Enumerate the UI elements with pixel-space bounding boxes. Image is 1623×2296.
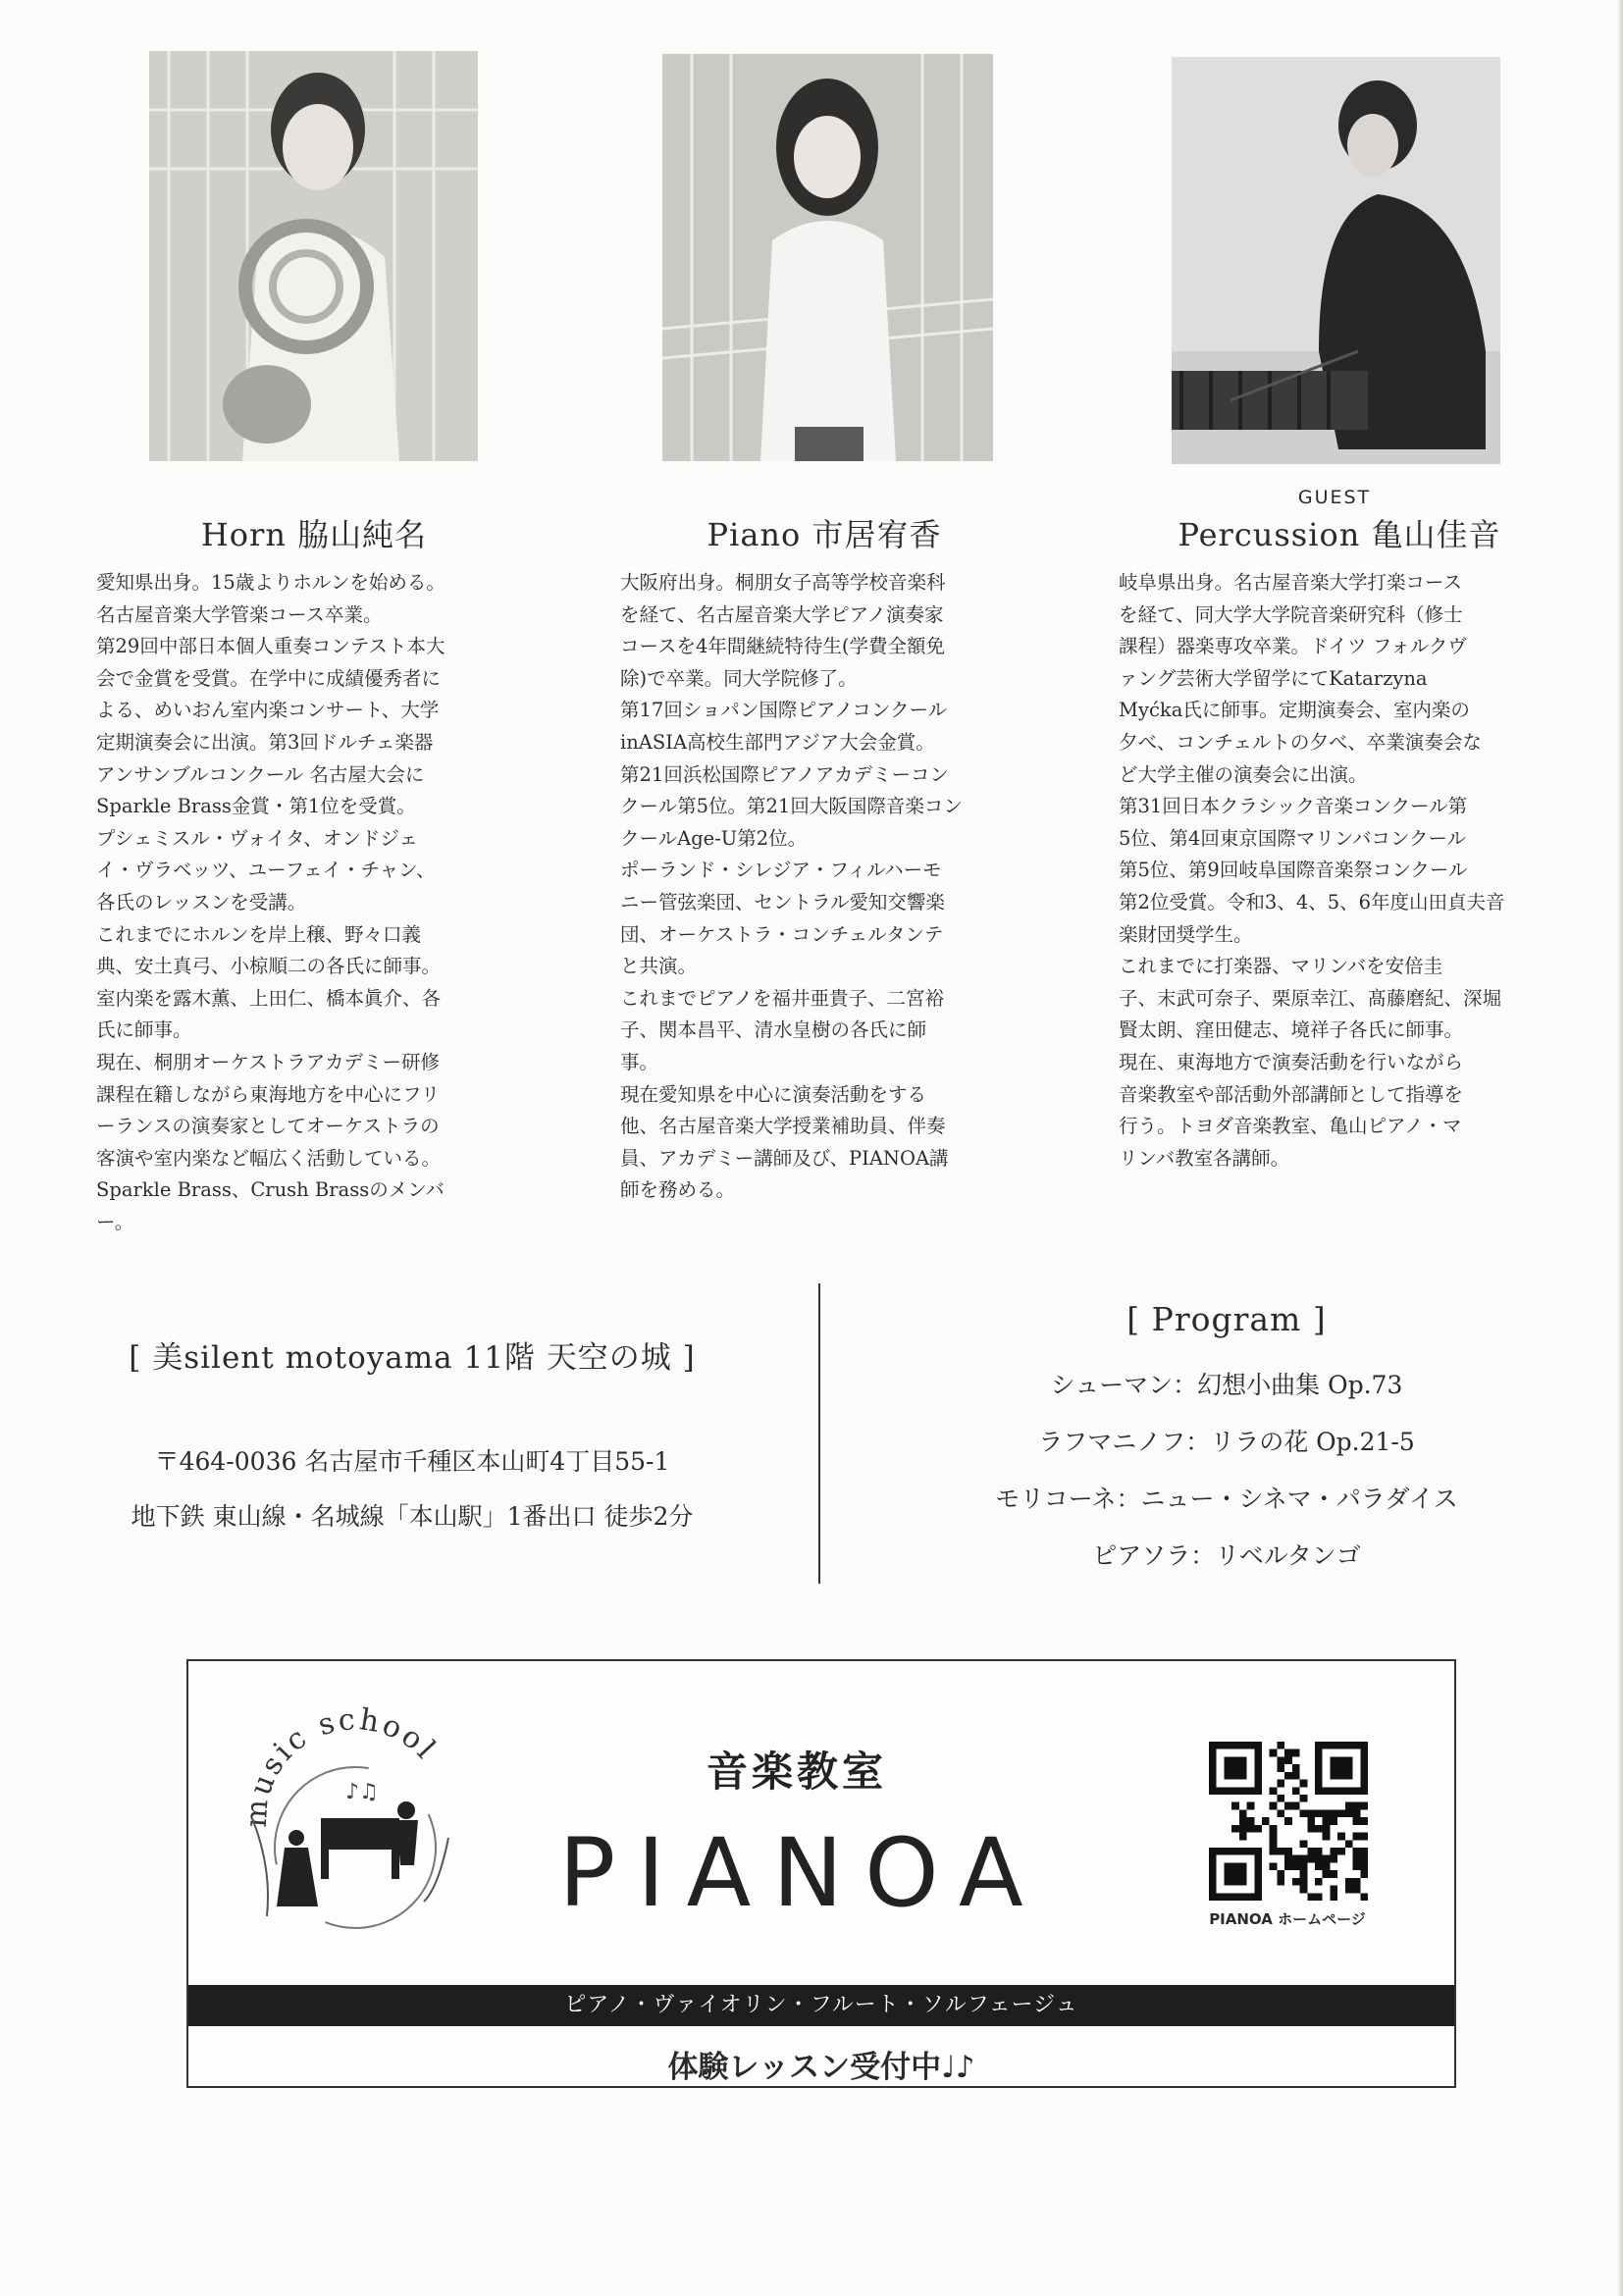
ad-brand: PIANOA xyxy=(558,1818,1045,1928)
bio-line: クールAge-U第2位。 xyxy=(620,826,808,850)
bio-line: 楽財団奨学生。 xyxy=(1119,922,1253,946)
bio-line: クール第5位。第21回大阪国際音楽コン xyxy=(620,795,963,818)
bio-line: プシェミスル・ヴォイタ、オンドジェ xyxy=(96,826,418,850)
qr-label: PIANOA ホームページ xyxy=(1209,1910,1366,1928)
bio-line: を経て、同大学大学院音楽研究科（修士 xyxy=(1119,602,1463,626)
program-item: ラフマニノフ：リラの花 Op.21-5 xyxy=(1038,1428,1415,1456)
bio-line: 室内楽を露木薫、上田仁、橋本眞介、各 xyxy=(96,986,442,1010)
bio-horn xyxy=(96,567,528,1238)
logo-text: music school xyxy=(238,1702,445,1829)
bio-line: 子、関本昌平、清水皇樹の各氏に師 xyxy=(620,1018,927,1042)
bio-line: 音楽教室や部活動外部講師として指導を xyxy=(1119,1082,1464,1106)
bio-line: 第2位受賞。令和3、4、5、6年度山田貞夫音 xyxy=(1119,890,1505,913)
bio-line: 現在、桐朋オーケストラアカデミー研修 xyxy=(96,1050,441,1073)
music-school-logo xyxy=(228,1700,473,1946)
bio-line: ァング芸術大学留学にてKatarzyna xyxy=(1119,666,1428,690)
performer-name-percussion: Percussion 亀山佳音 xyxy=(1178,516,1501,553)
venue-access: 地下鉄 東山線・名城線「本山駅」1番出口 徒歩2分 xyxy=(131,1502,694,1531)
bio-line: 現在、東海地方で演奏活動を行いながら xyxy=(1119,1050,1464,1073)
bio-line: 会で金賞を受賞。在学中に成績優秀者に xyxy=(96,666,442,690)
bio-line: 第21回浜松国際ピアノアカデミーコン xyxy=(620,762,950,786)
bio-line: 子、末武可奈子、栗原幸江、髙藤磨紀、深堀 xyxy=(1119,986,1502,1010)
ad-subtitle: 音楽教室 xyxy=(706,1748,887,1796)
bio-line: アンサンブルコンクール 名古屋大会に xyxy=(96,762,425,786)
performer-name-horn: Horn 脇山純名 xyxy=(200,516,428,553)
program-item: ピアソラ：リベルタンゴ xyxy=(1092,1541,1361,1570)
bio-line: 岐阜県出身。名古屋音楽大学打楽コース xyxy=(1119,571,1463,594)
bio-line: 課程在籍しながら東海地方を中心にフリ xyxy=(96,1082,441,1106)
bio-line: 大阪府出身。桐朋女子高等学校音楽科 xyxy=(620,571,946,594)
bio-line: よる、めいおん室内楽コンサート、大学 xyxy=(96,699,440,722)
bio-line: ーランスの演奏家としてオーケストラの xyxy=(96,1115,440,1138)
bio-line: 名古屋音楽大学管楽コース卒業。 xyxy=(96,602,383,626)
bio-line: を経て、名古屋音楽大学ピアノ演奏家 xyxy=(620,602,944,626)
venue-title: [ 美silent motoyama 11階 天空の城 ] xyxy=(129,1340,696,1376)
bio-line: ー。 xyxy=(96,1210,134,1233)
guest-label: GUEST xyxy=(1297,487,1372,508)
bio-line: ど大学主催の演奏会に出演。 xyxy=(1119,762,1368,786)
bio-line: 課程）器楽専攻卒業。ドイツ フォルクヴ xyxy=(1119,635,1467,658)
percussionist-photo xyxy=(1172,57,1500,464)
bio-line: Myćka氏に師事。定期演奏会、室内楽の xyxy=(1119,699,1470,722)
bio-line: 定期演奏会に出演。第3回ドルチェ楽器 xyxy=(96,730,434,754)
bio-line: Sparkle Brass金賞・第1位を受賞。 xyxy=(96,795,416,818)
pianist-photo xyxy=(662,54,993,461)
bio-line: これまでにホルンを岸上穣、野々口義 xyxy=(96,922,422,946)
bio-line: 師を務める。 xyxy=(620,1178,736,1202)
bio-percussion xyxy=(1119,567,1550,1174)
bio-line: 第31回日本クラシック音楽コンクール第 xyxy=(1119,795,1468,818)
bio-line: と共演。 xyxy=(620,955,698,978)
venue-address: 〒464-0036 名古屋市千種区本山町4丁目55-1 xyxy=(154,1447,670,1476)
bio-line: 第29回中部日本個人重奏コンテスト本大 xyxy=(96,635,445,658)
bio-line: 氏に師事。 xyxy=(96,1018,192,1042)
bio-line: inASIA高校生部門アジア大会金賞。 xyxy=(620,730,935,754)
bio-line: 各氏のレッスンを受講。 xyxy=(96,890,307,913)
bio-line: 他、名古屋音楽大学授業補助員、伴奏 xyxy=(620,1115,946,1138)
bio-line: 第17回ショパン国際ピアノコンクール xyxy=(620,699,948,722)
bio-line: 員、アカデミー講師及び、PIANOA講 xyxy=(620,1146,949,1170)
bio-line: これまでピアノを福井亜貴子、二宮裕 xyxy=(620,986,944,1010)
bio-piano xyxy=(620,567,1032,1207)
bio-line: 現在愛知県を中心に演奏活動をする xyxy=(620,1082,927,1106)
pianoa-ad xyxy=(186,1659,1456,2088)
qr-code-icon[interactable] xyxy=(1209,1742,1368,1901)
bio-line: 客演や室内楽など幅広く活動している。 xyxy=(96,1146,442,1170)
program-title: [ Program ] xyxy=(1126,1300,1327,1338)
bio-line: 典、安土真弓、小椋順二の各氏に師事。 xyxy=(96,955,442,978)
bio-line: 除)で卒業。同大学院修了。 xyxy=(620,666,858,690)
bio-line: Sparkle Brass、Crush Brassのメンバ xyxy=(96,1178,445,1202)
horn-player-photo xyxy=(149,51,478,461)
bio-line: イ・ヴラベッツ、ユーフェイ・チャン、 xyxy=(96,859,436,882)
page-edge xyxy=(1617,0,1623,2296)
ad-instrument-band: ピアノ・ヴァイオリン・フルート・ソルフェージュ xyxy=(188,1985,1454,2026)
svg-text:♪♫: ♪♫ xyxy=(345,1780,379,1804)
bio-line: 賢太朗、窪田健志、境祥子各氏に師事。 xyxy=(1119,1018,1464,1042)
section-divider xyxy=(818,1283,820,1584)
bio-line: 団、オーケストラ・コンチェルタンテ xyxy=(620,922,944,946)
bio-line: 事。 xyxy=(620,1050,659,1073)
bio-line: 夕べ、コンチェルトの夕べ、卒業演奏会な xyxy=(1119,730,1482,754)
bio-line: 第5位、第9回岐阜国際音楽祭コンクール xyxy=(1119,859,1468,882)
bio-line: 5位、第4回東京国際マリンバコンクール xyxy=(1119,826,1467,850)
bio-line: コースを4年間継続特待生(学費全額免 xyxy=(620,635,946,658)
bio-line: 愛知県出身。15歳よりホルンを始める。 xyxy=(96,571,445,594)
bio-line: ポーランド・シレジア・フィルハーモ xyxy=(620,859,942,882)
program-item: モリコーネ：ニュー・シネマ・パラダイス xyxy=(995,1485,1458,1513)
ad-trial-lesson: 体験レッスン受付中♩♪ xyxy=(667,2050,975,2085)
bio-line: 行う。トヨダ音楽教室、亀山ピアノ・マ xyxy=(1119,1115,1462,1138)
bio-line: ニー管弦楽団、セントラル愛知交響楽 xyxy=(620,890,945,913)
bio-line: リンバ教室各講師。 xyxy=(1119,1146,1290,1170)
bio-line: これまでに打楽器、マリンバを安倍圭 xyxy=(1119,955,1443,978)
performer-name-piano: Piano 市居宥香 xyxy=(707,516,942,553)
program-item: シューマン：幻想小曲集 Op.73 xyxy=(1050,1371,1403,1399)
